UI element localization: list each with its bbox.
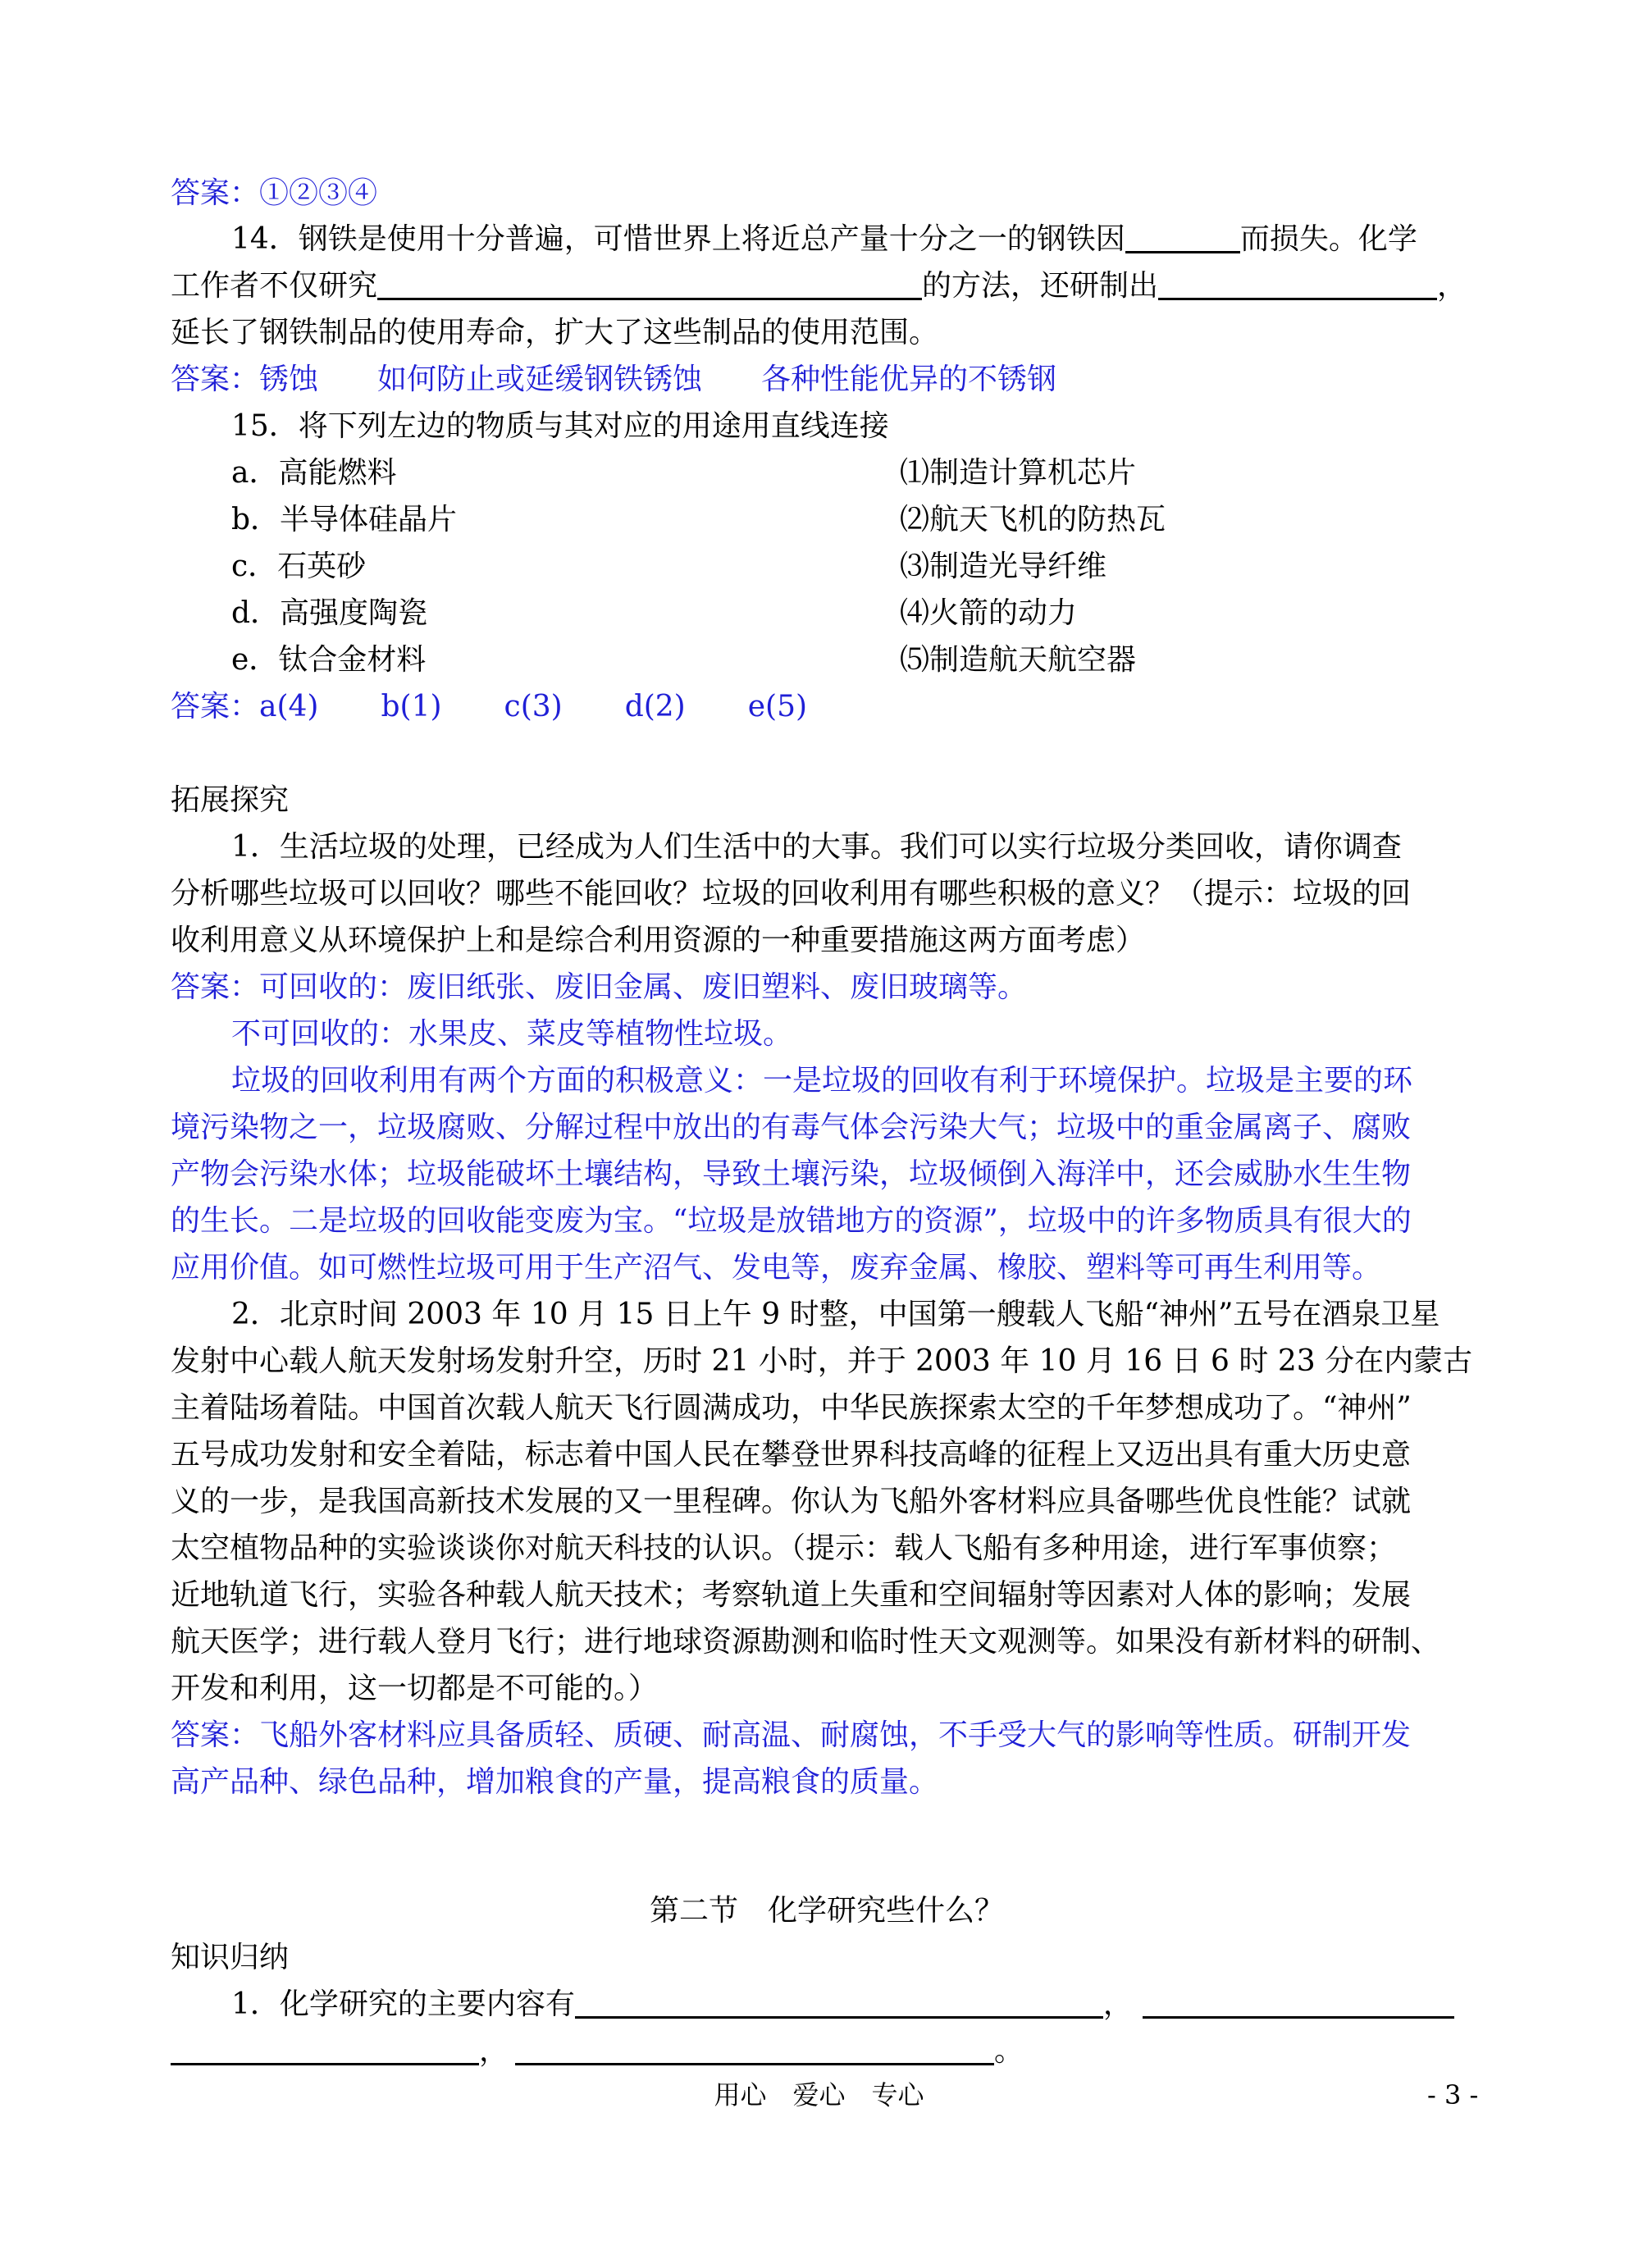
q15-left-item: d．高强度陶瓷 [231,596,428,630]
ext-a1-line: 垃圾的回收利用有两个方面的积极意义：一是垃圾的回收有利于环境保护。垃圾是主要的环 [231,1064,1413,1097]
q15-answer-item: c(3) [504,690,563,723]
q15-left-item: c．石英砂 [231,550,367,583]
q14-line-3: 延长了钢铁制品的使用寿命，扩大了这些制品的使用范围。 [171,316,939,349]
q15-answer [171,684,1483,730]
q14-text: 14．钢铁是使用十分普遍，可惜世界上将近总产量十分之一的钢铁因 [231,222,1125,256]
section2-q1-blank-1[interactable] [575,1987,1103,2019]
q15-row [231,637,1544,683]
q15-prompt: 15．将下列左边的物质与其对应的用途用直线连接 [231,409,889,443]
ext-q2-line: 开发和利用，这一切都是不可能的。） [171,1672,659,1705]
q15-left-item: a．高能燃料 [231,456,397,490]
q15-left-item: b．半导体硅晶片 [231,503,458,536]
q15-row [231,497,1544,543]
ext-q2-line: 太空植物品种的实验谈谈你对航天科技的认识。（提示：载人飞船有多种用途，进行军事侦察； [171,1531,1397,1565]
section2-q1-line-1 [231,1982,1544,2028]
ext-a1-line: 不可回收的：水果皮、菜皮等植物性垃圾。 [231,1017,793,1051]
q14-line-2 [171,263,1483,309]
section2-q1-blank-2[interactable] [1143,1987,1454,2019]
ext-q1-line: 分析哪些垃圾可以回收？哪些不能回收？垃圾的回收利用有哪些积极的意义？（提示：垃圾的回 [171,877,1412,910]
section2-q1-line-2 [171,2028,1483,2074]
ext-a1-line: 答案：可回收的：废旧纸张、废旧金属、废旧塑料、废旧玻璃等。 [171,970,1028,1004]
q15-answer-item: a(4) [259,690,319,723]
q15-right-item: ⑴制造计算机芯片 [900,456,1137,490]
answer-prefix: 答案： [171,363,260,396]
q15-right-item: ⑷火箭的动力 [900,596,1078,630]
ext-a1-line: 应用价值。如可燃性垃圾可用于生产沼气、发电等，废弃金属、橡胶、塑料等可再生利用等。 [171,1251,1382,1285]
q14-text: 而损失。化学 [1239,222,1417,256]
q14-text: 的方法，还研制出 [922,269,1159,303]
q13-answer: 答案：①②③④ [171,176,378,210]
q15-right-item: ⑵航天飞机的防热瓦 [900,503,1166,536]
ext-q1-line: 收利用意义从环境保护上和是综合利用资源的一种重要措施这两方面考虑） [171,924,1146,957]
page-number: - 3 - [1427,2079,1479,2111]
q15-right-item: ⑸制造航天航空器 [900,643,1137,677]
section2-q1-text: 1．化学研究的主要内容有 [231,1987,575,2021]
q14-line-1 [231,217,1544,262]
ext-q2-line: 2．北京时间 2003 年 10 月 15 日上午 9 时整，中国第一艘载人飞船“神州”五号在酒泉卫星 [231,1298,1440,1331]
section2-q1-blank-3[interactable] [171,2033,479,2065]
q15-row [231,450,1544,496]
footer-motto: 用心 爱心 专心 [714,2079,924,2111]
q15-right-item: ⑶制造光导纤维 [900,550,1107,583]
ext-a1-line: 境污染物之一，垃圾腐败、分解过程中放出的有毒气体会污染大气；垃圾中的重金属离子、腐败 [171,1111,1412,1144]
q14-text: ， [1437,269,1467,303]
answer-prefix: 答案： [171,690,260,723]
q14-answer-2: 如何防止或延缓钢铁锈蚀 [377,363,703,396]
ext-q2-line: 航天医学；进行载人登月飞行；进行地球资源勘测和临时性天文观测等。如果没有新材料的研制、 [171,1625,1441,1659]
ext-q1-line: 1．生活垃圾的处理，已经成为人们生活中的大事。我们可以实行垃圾分类回收，请你调查 [231,830,1402,864]
q14-answer [171,357,1483,403]
ext-q2-line: 主着陆场着陆。中国首次载人航天飞行圆满成功，中华民族探索太空的千年梦想成功了。“神州” [171,1391,1412,1425]
q15-row [231,591,1544,637]
q14-blank-3[interactable] [1158,268,1437,300]
ext-a1-line: 的生长。二是垃圾的回收能变废为宝。“垃圾是放错地方的资源”，垃圾中的许多物质具有很大的 [171,1204,1412,1238]
q15-answer-item: b(1) [381,690,442,723]
ext-a2-line: 高产品种、绿色品种，增加粮食的产量，提高粮食的质量。 [171,1765,939,1799]
q15-row [231,544,1544,590]
q15-answer-item: e(5) [747,690,808,723]
q14-blank-1[interactable] [1125,221,1240,253]
ext-q2-line: 发射中心载人航天发射场发射升空，历时 21 小时，并于 2003 年 10 月 16 日 6 时 23 分在内蒙古 [171,1344,1473,1378]
section-subheading: 知识归纳 [171,1941,290,1974]
section2-q1-period: 。 [994,2034,1024,2068]
section2-q1-blank-4[interactable] [515,2033,994,2065]
ext-a1-line: 产物会污染水体；垃圾能破坏土壤结构，导致土壤污染，垃圾倾倒入海洋中，还会威胁水生生物 [171,1157,1412,1191]
section2-q1-comma: ， [479,2034,509,2068]
q14-answer-3: 各种性能优异的不锈钢 [761,363,1057,396]
section-heading: 拓展探究 [171,783,290,817]
section2-q1-comma: ， [1102,1987,1133,2021]
q14-text: 工作者不仅研究 [171,269,378,303]
ext-a2-line: 答案：飞船外客材料应具备质轻、质硬、耐高温、耐腐蚀，不手受大气的影响等性质。研制开发 [171,1718,1412,1752]
ext-q2-line: 五号成功发射和安全着陆，标志着中国人民在攀登世界科技高峰的征程上又迈出具有重大历史意 [171,1438,1412,1472]
q14-blank-2[interactable] [377,268,922,300]
section-title: 第二节 化学研究些什么？ [649,1894,1004,1928]
q15-left-item: e．钛合金材料 [231,643,427,677]
q15-answer-item: d(2) [624,690,686,723]
q14-answer-1: 锈蚀 [259,363,319,396]
ext-q2-line: 近地轨道飞行，实验各种载人航天技术；考察轨道上失重和空间辐射等因素对人体的影响；发展 [171,1578,1412,1612]
ext-q2-line: 义的一步，是我国高新技术发展的又一里程碑。你认为飞船外客材料应具备哪些优良性能？试就 [171,1485,1412,1518]
